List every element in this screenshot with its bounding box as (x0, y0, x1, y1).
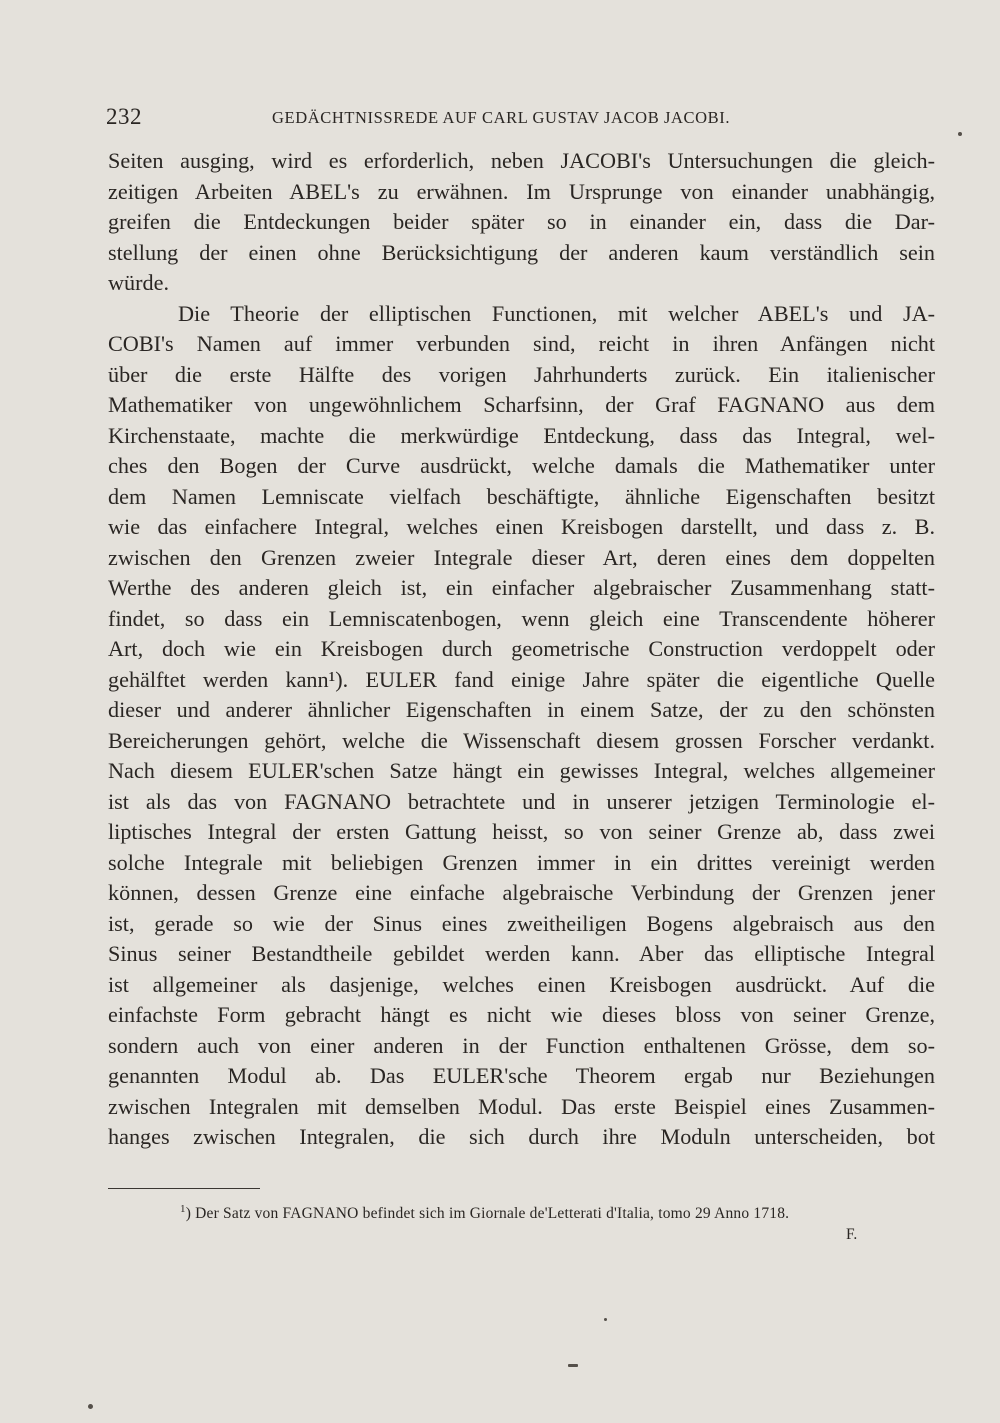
text-line: greifen die Entdeckungen beider später so in einander ein, dass die Dar- (108, 209, 935, 234)
text-line: dem Namen Lemniscate vielfach beschäftigte, ähnliche Eigenschaften besitzt (108, 483, 935, 509)
text-line: ist, gerade so wie der Sinus eines zweitheiligen Bogens algebraisch aus den (108, 910, 935, 936)
text-line: Die Theorie der elliptischen Functionen, mit welcher ABEL's und JA- (178, 300, 935, 326)
text-line: ches den Bogen der Curve ausdrückt, welche damals die Mathematiker unter (108, 453, 935, 478)
text-line: würde. (108, 270, 169, 295)
page-header (106, 104, 936, 138)
text-line: zeitigen Arbeiten ABEL's zu erwähnen. Im Ursprunge von einander unabhängig, (108, 178, 935, 204)
text-line: genannten Modul ab. Das EULER'sche Theorem ergab nur Beziehungen (108, 1063, 935, 1088)
paper-speck (958, 132, 962, 136)
running-head: GEDÄCHTNISSREDE AUF CARL GUSTAV JACOB JACOBI. (272, 108, 731, 127)
body-text (108, 146, 935, 1153)
text-line: Seiten ausging, wird es erforderlich, neben JACOBI's Untersuchungen die gleich- (108, 148, 935, 173)
text-line: gehälftet werden kann¹). EULER fand einige Jahre später die eigentliche Quelle (108, 666, 935, 692)
text-line: ist allgemeiner als dasjenige, welches einen Kreisbogen ausdrückt. Auf die (108, 971, 935, 997)
text-line: Werthe des anderen gleich ist, ein einfacher algebraischer Zusammenhang statt- (108, 575, 935, 600)
text-line: über die erste Hälfte des vorigen Jahrhunderts zurück. Ein italienischer (108, 361, 935, 387)
footnote-marker: 1 (180, 1203, 186, 1215)
text-line: Bereicherungen gehört, welche die Wissenschaft diesem grossen Forscher verdankt. (108, 727, 935, 753)
paper-speck (568, 1364, 578, 1367)
text-line: zwischen den Grenzen zweier Integrale dieser Art, deren eines dem doppelten (108, 544, 935, 570)
text-line: Kirchenstaate, machte die merkwürdige Entdeckung, dass das Integral, wel- (108, 422, 935, 448)
text-line: wie das einfachere Integral, welches einen Kreisbogen darstellt, und dass z. B. (108, 514, 935, 539)
text-line: solche Integrale mit beliebigen Grenzen immer in ein drittes vereinigt werden (108, 849, 935, 875)
footnote-signature: F. (846, 1226, 858, 1243)
text-line: hanges zwischen Integralen, die sich durch ihre Moduln unterscheiden, bot (108, 1124, 935, 1149)
paper-speck (88, 1404, 93, 1409)
text-line: Mathematiker von ungewöhnlichem Scharfsinn, der Graf FAGNANO aus dem (108, 392, 935, 417)
text-line: stellung der einen ohne Berücksichtigung der anderen kaum verständlich sein (108, 239, 935, 265)
text-line: COBI's Namen auf immer verbunden sind, reicht in ihren Anfängen nicht (108, 331, 935, 356)
footnote-text: ) Der Satz von FAGNANO befindet sich im Giornale de'Letterati d'Italia, tomo 29 Anno 1718. (185, 1205, 790, 1223)
footnote (180, 1199, 900, 1224)
text-line: einfachste Form gebracht hängt es nicht wie dieses bloss von seiner Grenze, (108, 1002, 935, 1027)
paper-speck (604, 1318, 607, 1321)
text-line: können, dessen Grenze eine einfache algebraische Verbindung der Grenzen jener (108, 880, 935, 905)
text-line: sondern auch von einer anderen in der Function enthaltenen Grösse, dem so- (108, 1032, 935, 1058)
text-line: zwischen Integralen mit demselben Modul. Das erste Beispiel eines Zusammen- (108, 1093, 935, 1119)
text-line: dieser und anderer ähnlicher Eigenschaften in einem Satze, der zu den schönsten (108, 697, 935, 722)
text-line: Art, doch wie ein Kreisbogen durch geometrische Construction verdoppelt oder (108, 636, 935, 661)
footnote-divider (108, 1188, 260, 1189)
text-line: ist als das von FAGNANO betrachtete und in unserer jetzigen Terminologie el- (108, 788, 935, 814)
text-line: liptisches Integral der ersten Gattung heisst, so von seiner Grenze ab, dass zwei (108, 819, 935, 844)
page-number: 232 (106, 104, 142, 129)
text-line: Nach diesem EULER'schen Satze hängt ein gewisses Integral, welches allgemeiner (108, 758, 935, 783)
text-line: Sinus seiner Bestandtheile gebildet werden kann. Aber das elliptische Integral (108, 941, 935, 966)
text-line: findet, so dass ein Lemniscatenbogen, wenn gleich eine Transcendente höherer (108, 605, 935, 631)
